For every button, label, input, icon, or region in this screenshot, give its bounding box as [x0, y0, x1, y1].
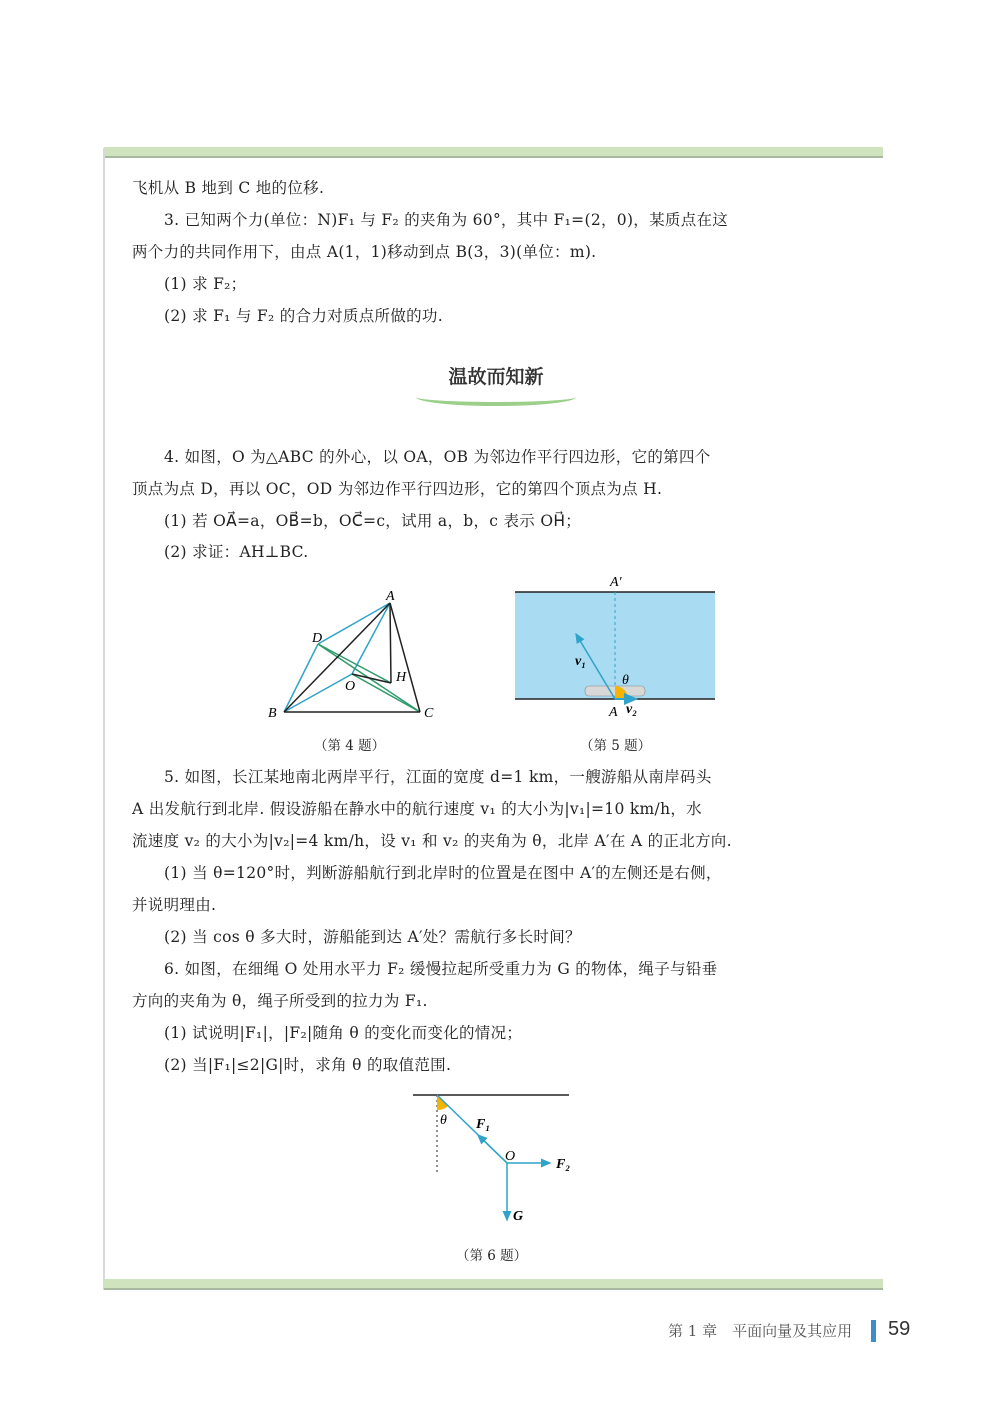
- text-line: (2) 当 cos θ 多大时，游船能到达 A′处？需航行多长时间？: [164, 928, 581, 946]
- text-line: 并说明理由.: [132, 896, 217, 914]
- label-F2: F₂: [556, 1157, 571, 1172]
- section-title-text: 温故而知新: [448, 366, 544, 388]
- label-A-prime: A′: [610, 575, 622, 590]
- chapter-title: 第 1 章 平面向量及其应用: [668, 1322, 853, 1340]
- problem-3: 3. 已知两个力(单位：N)F₁ 与 F₂ 的夹角为 60°，其中 F₁=(2，0)，某质点在这: [164, 211, 729, 229]
- text-line: 流速度 v₂ 的大小为|v₂|=4 km/h，设 v₁ 和 v₂ 的夹角为 θ，北岸 A′在 A 的正北方向.: [132, 832, 732, 850]
- figure-4-caption: （第 4 题）: [314, 738, 386, 754]
- bottom-green-bar: [104, 1279, 883, 1290]
- text-line: (1) 当 θ=120°时，判断游船航行到北岸时的位置是在图中 A′的左侧还是右侧，: [164, 864, 722, 882]
- label-A: A: [609, 705, 618, 720]
- label-G: G: [513, 1209, 524, 1224]
- label-B: B: [268, 706, 277, 721]
- text-line: 方向的夹角为 θ，绳子所受到的拉力为 F₁.: [132, 992, 428, 1010]
- text-line: (1) 若 OA⃗=a，OB⃗=b，OC⃗=c，试用 a，b，c 表示 OH⃗；: [164, 512, 582, 530]
- label-H: H: [396, 670, 407, 685]
- label-theta: θ: [440, 1113, 447, 1128]
- problem-5: 5. 如图，长江某地南北两岸平行，江面的宽度 d=1 km，一艘游船从南岸码头: [164, 768, 712, 786]
- text-line: 顶点为点 D，再以 OC，OD 为邻边作平行四边形，它的第四个顶点为点 H.: [132, 480, 663, 498]
- text-line: (1) 试说明|F₁|，|F₂|随角 θ 的变化而变化的情况；: [164, 1024, 523, 1042]
- figure-5-caption: （第 5 题）: [580, 738, 652, 754]
- problem-4: 4. 如图，O 为△ABC 的外心，以 OA，OB 为邻边作平行四边形，它的第四个: [164, 448, 711, 466]
- text-line: 两个力的共同作用下，由点 A(1，1)移动到点 B(3，3)(单位：m).: [132, 243, 597, 261]
- text-line: (1) 求 F₂；: [164, 275, 247, 293]
- label-D: D: [312, 631, 323, 646]
- label-theta: θ: [622, 673, 629, 688]
- label-C: C: [424, 706, 434, 721]
- text-line: 飞机从 B 地到 C 地的位移.: [132, 179, 325, 197]
- text-line: A 出发航行到北岸. 假设游船在静水中的航行速度 v₁ 的大小为|v₁|=10 km/h，水: [132, 800, 702, 818]
- page-number: 59: [888, 1318, 911, 1340]
- text-line: (2) 求证：AH⊥BC.: [164, 543, 309, 561]
- label-F1: F₁: [476, 1117, 491, 1132]
- label-O: O: [505, 1149, 516, 1164]
- footer-divider: [871, 1320, 876, 1342]
- problem-6: 6. 如图，在细绳 O 处用水平力 F₂ 缓慢拉起所受重力为 G 的物体，绳子与铅垂: [164, 960, 718, 978]
- label-v2: v₂: [626, 702, 638, 717]
- text-line: (2) 求 F₁ 与 F₂ 的合力对质点所做的功.: [164, 307, 443, 325]
- figure-6-caption: （第 6 题）: [456, 1248, 528, 1264]
- label-v1: v₁: [575, 654, 587, 669]
- text-line: (2) 当|F₁|≤2|G|时，求角 θ 的取值范围.: [164, 1056, 452, 1074]
- label-O: O: [345, 679, 356, 694]
- label-A: A: [386, 589, 395, 604]
